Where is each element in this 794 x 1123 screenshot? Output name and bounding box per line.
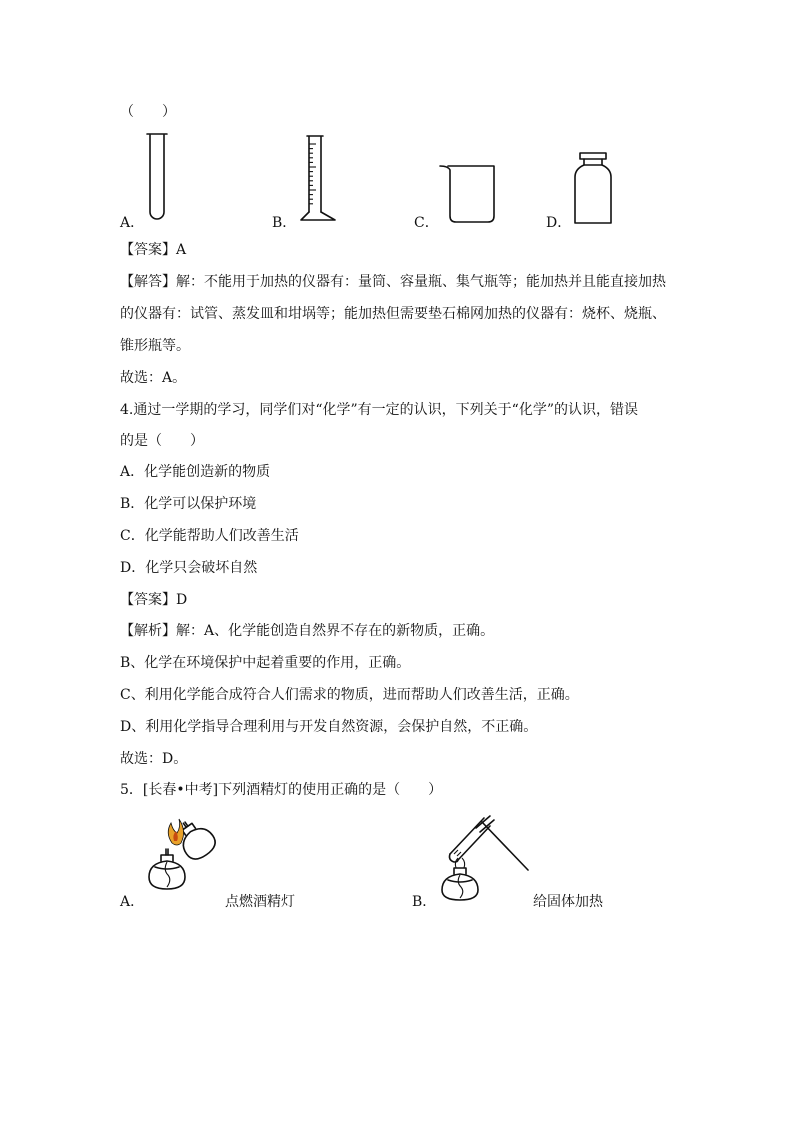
q4-option-d[interactable]: D．化学只会破坏自然 [120,560,258,576]
q3-conclusion: 故选：A。 [120,370,187,386]
q5-option-b[interactable]: B． [412,894,437,910]
q3-option-d[interactable]: D． [546,215,572,231]
q4-analysis-line-4: D、利用化学指导合理利用与开发自然资源，会保护自然，不正确。 [120,719,538,735]
q4-analysis-line-1: 【解析】解：A、化学能创造自然界不存在的新物质，正确。 [120,623,495,639]
test-tube-icon [145,132,169,224]
q5-option-a-caption: 点燃酒精灯 [225,894,295,910]
q5-option-a[interactable]: A． [120,894,145,910]
q4-conclusion: 故选：D。 [120,751,188,767]
q4-stem-line-2: 的是（ ） [120,433,204,449]
q3-stem-tail: （ ） [120,104,176,120]
q4-analysis-line-3: C、利用化学能合成符合人们需求的物质，进而帮助人们改善生活，正确。 [120,687,579,703]
graduated-cylinder-icon [300,134,336,226]
q3-option-c[interactable]: C． [414,215,439,231]
q3-option-b[interactable]: B． [272,215,297,231]
q3-analysis-line-2: 的仪器有：试管、蒸发皿和坩埚等；能加热但需要垫石棉网加热的仪器有：烧杯、烧瓶、 [120,306,666,322]
q5-stem: 5．[长春•中考]下列酒精灯的使用正确的是（ ） [120,782,443,798]
q4-stem-line-1: 4.通过一学期的学习，同学们对“化学”有一定的认识，下列关于“化学”的认识，错误 [120,402,638,418]
q3-answer: 【答案】A [120,242,187,258]
beaker-icon [438,164,500,226]
q3-option-a[interactable]: A． [120,215,145,231]
q3-analysis-line-3: 锥形瓶等。 [120,338,190,354]
q4-option-b[interactable]: B．化学可以保护环境 [120,496,257,512]
reagent-bottle-icon [572,151,614,227]
alcohol-lamp-lighting-icon [145,815,225,895]
q5-option-b-caption: 给固体加热 [533,894,603,910]
q4-answer: 【答案】D [120,592,188,608]
q4-analysis-line-2: B、化学在环境保护中起着重要的作用，正确。 [120,655,411,671]
q4-option-a[interactable]: A．化学能创造新的物质 [120,464,271,480]
q3-analysis-line-1: 【解答】解：不能用于加热的仪器有：量筒、容量瓶、集气瓶等；能加热并且能直接加热 [120,274,666,290]
heating-test-tube-icon [438,812,534,904]
q4-option-c[interactable]: C．化学能帮助人们改善生活 [120,528,299,544]
